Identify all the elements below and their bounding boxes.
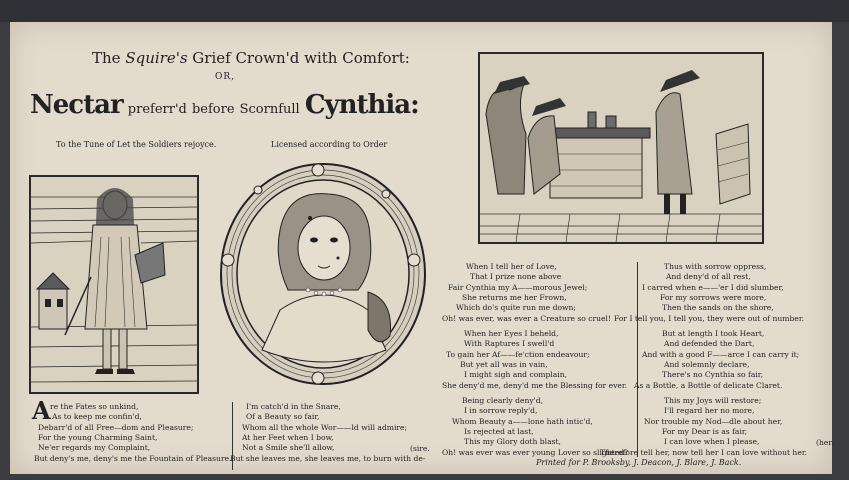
verse-line: For I tell you, I tell you, they were out of number. [614, 314, 805, 323]
verse-line: And defended the Dart, [664, 339, 755, 348]
verse-line: re the Fates so unkind, [50, 402, 139, 411]
verse-line: For the young Charming Saint, [38, 433, 158, 442]
title-or: OR, [215, 72, 236, 82]
turnover-word: (sire. [410, 444, 430, 453]
verse-line: This my Joys will restore; [664, 396, 762, 405]
verse-line: I'll regard her no more, [664, 406, 755, 415]
verse-line: And with a good F——arce I can carry it; [642, 350, 800, 359]
verse-line: And deny'd of all rest, [666, 272, 751, 281]
column-rule [637, 262, 638, 457]
license-line: Licensed according to Order [271, 140, 388, 149]
verse-line: When her Eyes I beheld, [464, 329, 559, 338]
verse-line: That I prize none above [470, 272, 562, 281]
verse-line: Whom all the whole Wor——ld will admire; [242, 423, 408, 432]
imprint-line: Printed for P. Brooksby, J. Deacon, J. Blare, J. Back. [536, 458, 742, 467]
verse-line: But deny's me, deny's me the Fountain of Pleasure. [34, 454, 232, 463]
drop-cap: A [32, 396, 51, 425]
verse-line: I might sigh and complain, [464, 370, 568, 379]
verse-line: I'm catch'd in the Snare, [246, 402, 341, 411]
verse-line: Whom Beauty a——lone hath intic'd, [452, 417, 593, 426]
verse-line: Oh! was ever, was ever a Creature so cruel! [442, 314, 611, 323]
verse-line: Nor trouble my Nod—dle about her, [644, 417, 783, 426]
ballad-subtitle: Nectar preferr'd before Scornfull Cynthia: [30, 90, 419, 120]
verse-line: Not a Smile she'll allow, [242, 443, 335, 452]
gentleman-woodcut [29, 175, 199, 394]
verse-line: Therefore tell her, now tell her I can love without her. [600, 448, 808, 457]
verse-line: And solemnly declare, [664, 360, 750, 369]
verse-line: This my Glory doth blast, [464, 437, 561, 446]
verse-line: For my Dear is as fair, [662, 427, 748, 436]
verse-line: At her Feet when I bow, [242, 433, 334, 442]
verse-line: Ne'er regards my Complaint, [38, 443, 151, 452]
verse-line: Which do's quite run me down; [456, 303, 576, 312]
ballad-title: The Squire's Grief Crown'd with Comfort: [92, 49, 410, 67]
verse-line: But yet all was in vain, [460, 360, 548, 369]
lady-portrait-woodcut [218, 160, 428, 388]
verse-line: Debarr'd of all Free—dom and Pleasure; [38, 423, 194, 432]
verse-line: Oh! was ever was ever young Lover so slighted? [442, 448, 629, 457]
verse-line: But she leaves me, she leaves me, to burn with de- [230, 454, 426, 463]
verse-line: Fair Cynthia my A——morous Jewel; [448, 283, 588, 292]
verse-line: There's no Cynthia so fair, [662, 370, 764, 379]
verse-line: Being clearly deny'd, [462, 396, 544, 405]
tune-line: To the Tune of Let the Soldiers rejoyce. [56, 140, 217, 149]
verse-line: To gain her Af——fe'ction endeavour; [446, 350, 590, 359]
verse-line: For my sorrows were more, [660, 293, 767, 302]
verse-line: When I tell her of Love, [466, 262, 557, 271]
verse-line: She returns me her Frown, [462, 293, 567, 302]
verse-line: Thus with sorrow oppress, [664, 262, 767, 271]
verse-line: But at length I took Heart, [662, 329, 765, 338]
verse-line: I can love when I please, [664, 437, 760, 446]
turnover-word: (her. [816, 438, 834, 447]
verse-line: Of a Beauty so fair, [246, 412, 320, 421]
verse-line: As to keep me confin'd, [52, 412, 142, 421]
verse-line: Then the sands on the shore, [662, 303, 774, 312]
tavern-scene-woodcut [478, 52, 764, 244]
verse-line: As a Bottle, a Bottle of delicate Claret. [634, 381, 783, 390]
verse-line: She deny'd me, deny'd me the Blessing for ever. [442, 381, 628, 390]
verse-line: Is rejected at last, [464, 427, 534, 436]
verse-line: I in sorrow reply'd, [464, 406, 538, 415]
scan-background [0, 0, 849, 22]
verse-line: I carred when e——'er I did slumber, [642, 283, 784, 292]
verse-line: With Raptures I swell'd [464, 339, 555, 348]
